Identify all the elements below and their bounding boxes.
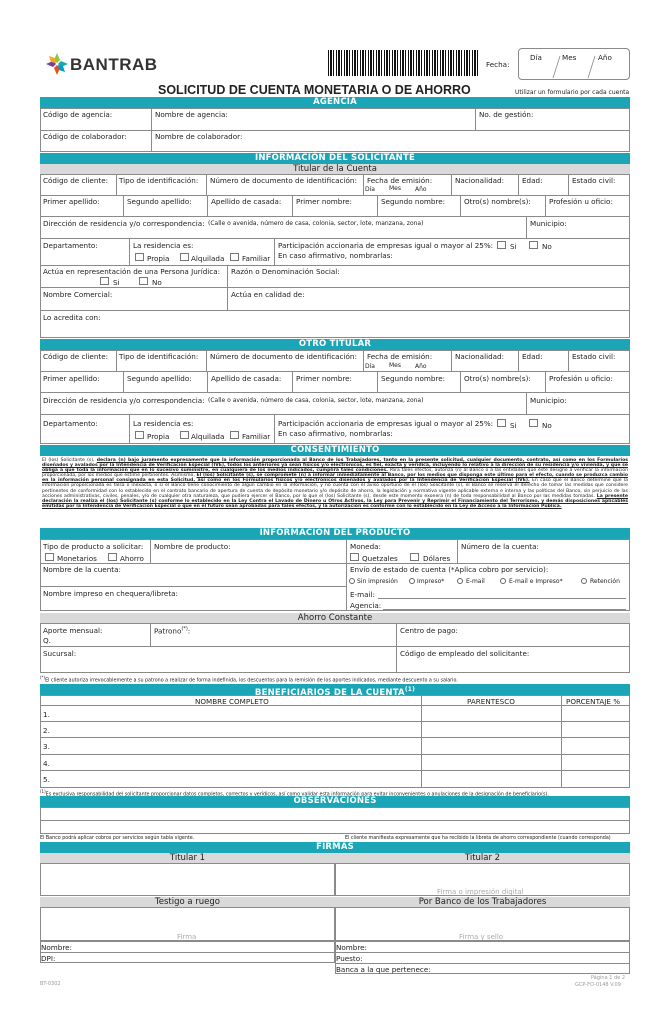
titular-2-header: Titular 2 <box>335 853 630 863</box>
ot-fecha-emision-mes: Mes <box>389 362 401 369</box>
firma-label: Firma <box>177 933 197 941</box>
profesion-field[interactable]: Profesión u oficio: <box>549 197 613 206</box>
form-note: Utilizar un formulario por cada cuenta <box>515 89 630 96</box>
dolares-label: Dólares <box>423 554 451 563</box>
impreso-radio[interactable] <box>409 578 415 584</box>
participacion-si-checkbox[interactable] <box>497 241 506 249</box>
ot-edad-field[interactable]: Edad: <box>522 352 543 361</box>
ot-departamento-field[interactable]: Departamento: <box>43 419 98 428</box>
nombre-comercial-field[interactable]: Nombre Comercial: <box>43 290 113 299</box>
envio-label: Envío de estado de cuenta (*Aplica cobro por servicio): <box>350 565 549 574</box>
testigo-nombre-field[interactable]: Nombre: <box>41 943 72 952</box>
caso-afirmativo-field[interactable]: En caso afirmativo, nombrarlas: <box>278 251 393 260</box>
section-agencia: AGENCIA <box>40 97 630 108</box>
titular-1-header: Titular 1 <box>40 853 335 863</box>
alquilada-checkbox[interactable] <box>180 253 189 261</box>
email-field[interactable]: E-mail: <box>350 590 375 599</box>
moneda-label: Moneda: <box>350 542 381 551</box>
testigo-dpi-field[interactable]: DPI: <box>41 954 56 963</box>
segundo-nombre-field[interactable]: Segundo nombre: <box>381 197 446 206</box>
retencion-radio[interactable] <box>581 578 587 584</box>
ot-propia-label: Propia <box>147 432 170 441</box>
fecha-dividers <box>518 48 630 80</box>
centro-pago-field[interactable]: Centro de pago: <box>400 626 458 635</box>
representacion-label: Actúa en representación de una Persona Jurídica: <box>43 267 221 276</box>
representacion-si-label: Si <box>113 278 120 287</box>
subsection-titular: Titular de la Cuenta <box>40 164 630 174</box>
agencia-envio-field[interactable]: Agencia: <box>350 601 382 610</box>
col-nombre-completo: NOMBRE COMPLETO <box>195 697 269 706</box>
familiar-label: Familiar <box>242 254 271 263</box>
banco-banca-field[interactable]: Banca a la que pertenece: <box>336 965 431 974</box>
direccion-hint: (Calle o avenida, número de casa, colonia, sector, lote, manzana, zona) <box>208 220 424 227</box>
ot-participacion-label: Participación accionaria de empresas igual o mayor al 25%: <box>278 419 494 428</box>
primer-apellido-field[interactable]: Primer apellido: <box>43 197 100 206</box>
codigo-empleado-field[interactable]: Código de empleado del solicitante: <box>400 649 530 658</box>
direccion-field[interactable]: Dirección de residencia y/o correspondencia: <box>43 219 205 228</box>
ot-alquilada-label: Alquilada <box>191 432 225 441</box>
fecha-mes: Mes <box>562 53 577 62</box>
subsection-ahorro-constante: Ahorro Constante <box>40 613 630 623</box>
tipo-producto-label: Tipo de producto a solicitar: <box>43 542 144 551</box>
codigo-agencia-field[interactable]: Código de agencia: <box>43 110 113 119</box>
footer-left-code: BT-0302 <box>40 981 61 987</box>
banco-puesto-field[interactable]: Puesto: <box>336 954 363 963</box>
familiar-checkbox[interactable] <box>230 253 239 261</box>
email-radio[interactable] <box>457 578 463 584</box>
ot-estado-civil-field[interactable]: Estado civil: <box>572 352 616 361</box>
fecha-emision-field[interactable]: Fecha de emisión: <box>367 176 433 185</box>
producto-footnote: (*)El cliente autoriza irrevocablemente a su patrono a realizar de forma indefinida, los descuentos para la remisión de los aportes indicados, mediante descuento a su salario. <box>40 675 458 684</box>
bantrab-logo <box>46 52 166 76</box>
impreso-label: Impreso* <box>417 578 445 585</box>
page-title: SOLICITUD DE CUENTA MONETARIA O DE AHORRO <box>158 83 471 97</box>
propia-label: Propia <box>147 254 170 263</box>
departamento-field[interactable]: Departamento: <box>43 241 98 250</box>
email-radio-label: E-mail <box>466 578 485 585</box>
calidad-field[interactable]: Actúa en calidad de: <box>231 290 305 299</box>
beneficiarios-table <box>40 695 630 788</box>
ot-familiar-checkbox[interactable] <box>230 431 239 439</box>
section-producto: INFORMACIÓN DEL PRODUCTO <box>40 528 630 539</box>
propia-checkbox[interactable] <box>135 253 144 261</box>
nombre-agencia-field[interactable]: Nombre de agencia: <box>155 110 228 119</box>
ot-alquilada-checkbox[interactable] <box>180 431 189 439</box>
section-solicitante: INFORMACIÓN DEL SOLICITANTE <box>40 153 630 164</box>
beneficiario-row[interactable]: 4. <box>43 759 50 768</box>
fecha-anio: Año <box>598 53 612 62</box>
ot-propia-checkbox[interactable] <box>135 431 144 439</box>
quetzales-label: Quetzales <box>362 554 398 563</box>
fecha-emision-anio: Año <box>415 186 427 193</box>
representacion-no-checkbox[interactable] <box>139 277 148 285</box>
fecha-emision-mes: Mes <box>389 185 401 192</box>
ahorro-label: Ahorro <box>120 554 144 563</box>
ot-direccion-hint: (Calle o avenida, número de casa, colonia, sector, lote, manzana, zona) <box>208 397 424 404</box>
bantrab-logo-mark-icon <box>46 53 68 75</box>
beneficiario-row[interactable]: 1. <box>43 710 50 719</box>
section-firmas: FIRMAS <box>40 842 630 853</box>
residencia-label: La residencia es: <box>133 241 194 250</box>
nacionalidad-field[interactable]: Nacionalidad: <box>455 176 505 185</box>
tipo-identificacion-field[interactable]: Tipo de identificación: <box>119 176 199 185</box>
section-beneficiarios: BENEFICIARIOS DE LA CUENTA$^{(1)}$ <box>40 684 630 695</box>
ot-profesion-field[interactable]: Profesión u oficio: <box>549 374 613 383</box>
col-porcentaje: PORCENTAJE % <box>566 697 621 706</box>
sin-impresion-radio[interactable] <box>349 578 355 584</box>
ot-participacion-si-label: Si <box>510 421 517 430</box>
no-gestion-field[interactable]: No. de gestión: <box>479 110 534 119</box>
banco-header: Por Banco de los Trabajadores <box>335 897 630 907</box>
nombre-cuenta-field[interactable]: Nombre de la cuenta: <box>43 565 121 574</box>
footer-form-code: GCP-FO-0148 V.09 <box>575 982 621 988</box>
col-parentesco: PARENTESCO <box>467 697 515 706</box>
brand-name: BANTRAB <box>70 55 158 74</box>
codigo-cliente-field[interactable]: Código de cliente: <box>43 176 109 185</box>
banco-nombre-field[interactable]: Nombre: <box>336 943 367 952</box>
acredita-field[interactable]: Lo acredita con: <box>43 313 101 322</box>
consentimiento-text: El (los) Solicitante (s), declara (n) bajo juramento expresamente que la información proporcionada al Banco de los Trabajadores, tanto en la presente solicitud, cualquier documento, contrato, así como en los Formularios diseñados y avalados por la Intendencia de Verificación Especial (IVE), todos los anteriores ya sean físicos y/o electrónicos, es fiel, exacta y verídica, incluyendo lo relativo a la dirección de su residencia y/o vivienda, y que se obliga a que toda la información que en lo sucesivo suministre, en cualquiera de los medios indicados, cumplirá tales condiciones. Para tales efectos, autoriza (n) al Banco o a las entidades que éste designe a verificar la información proporcionada, por los medios que estime pertinentes. Asimismo, El (los) Solicitante (s), se compromete (n) a informar inmediatamente al Banco, por los medios que disponga este último para el efecto, cuando se produzca cambio en la información personal consignada en esta Solicitud, así como en los Formularios físicos y/o electrónicos diseñados y avalados por la Intendencia de Verificación Especial (IVE). En caso que el Banco determine que la información proporcionada es falsa o inexacta, o si el Banco tiene conocimiento de algún cambio en la información, y no cuenta con el aviso oportuno de el (los) Solicitante (s), el Banco se reserva el derecho de tomar las medidas que considere pertinentes de conformidad con lo establecido en el contrato bancario de apertura de cuenta de depósito monetario y/o depósito de ahorro, la legislación y normativa vigente aplicable externa e interna y las políticas del Banco, sin perjuicio de las acciones administrativas, civiles, penales, y/o de cualquier otra naturaleza, que pudiera ejercer el Banco, por lo que el (los) Solicitante (s), desde este momento exonera (n) de toda responsabilidad al Banco por las medidas tomadas. La presente declaración la realiza el (los) Solicitante (s) conforme lo establecido en la Ley Contra el Lavado de Dinero u Otros Activos, la Ley para Prevenir y Reprimir el Financiamiento del Terrorismo, y demás disposiciones aplicables emitidas por la Intendencia de Verificación Especial o que en el futuro sean aprobadas para tales efectos, y la autorización es conforme con lo establecido en la Ley de Acceso a la Información Pública. <box>42 458 628 509</box>
patrono-field[interactable]: Patrono(*): <box>154 626 191 636</box>
email-impreso-label: E-mail e Impreso* <box>509 578 563 585</box>
ot-residencia-label: La residencia es: <box>133 419 194 428</box>
barcode <box>328 50 480 76</box>
beneficiario-row[interactable]: 5. <box>43 775 50 784</box>
ot-numero-documento-field[interactable]: Número de documento de identificación: <box>210 352 357 361</box>
section-observaciones: OBSERVACIONES <box>40 796 630 807</box>
ot-direccion-field[interactable]: Dirección de residencia y/o correspondencia: <box>43 396 205 405</box>
edad-field[interactable]: Edad: <box>522 176 543 185</box>
nombre-producto-field[interactable]: Nombre de producto: <box>154 542 231 551</box>
sucursal-field[interactable]: Sucursal: <box>43 649 77 658</box>
testigo-header: Testigo a ruego <box>40 897 335 907</box>
numero-cuenta-field[interactable]: Número de la cuenta: <box>461 542 539 551</box>
beneficiarios-footnote: (1) <box>40 789 46 794</box>
razon-social-field[interactable]: Razón o Denominación Social: <box>231 267 340 276</box>
participacion-no-checkbox[interactable] <box>529 241 538 249</box>
footer-page: Página 1 de 2 <box>591 975 626 981</box>
ot-fecha-emision-field[interactable]: Fecha de emisión: <box>367 352 433 361</box>
firma-sello-label: Firma y sello <box>459 933 504 941</box>
ot-primer-nombre-field[interactable]: Primer nombre: <box>296 374 352 383</box>
estado-civil-field[interactable]: Estado civil: <box>572 176 616 185</box>
ot-participacion-no-label: No <box>542 421 552 430</box>
nombre-impreso-field[interactable]: Nombre impreso en chequera/libreta: <box>43 589 178 598</box>
ot-municipio-field[interactable]: Municipio: <box>530 396 567 405</box>
titular-1-signature[interactable] <box>40 863 335 896</box>
ot-tipo-identificacion-field[interactable]: Tipo de identificación: <box>119 352 199 361</box>
quetzales-checkbox[interactable] <box>350 553 359 561</box>
monetarios-label: Monetarios <box>57 554 97 563</box>
ahorro-constante-block <box>40 623 630 673</box>
participacion-label: Participación accionaria de empresas igual o mayor al 25%: <box>278 241 494 250</box>
primer-nombre-field[interactable]: Primer nombre: <box>296 197 352 206</box>
retencion-label: Retención <box>590 578 620 585</box>
ot-fecha-emision-anio: Año <box>415 363 427 370</box>
ot-segundo-apellido-field[interactable]: Segundo apellido: <box>127 374 192 383</box>
otros-nombres-field[interactable]: Otro(s) nombre(s): <box>464 197 531 206</box>
ot-participacion-si-checkbox[interactable] <box>497 419 506 427</box>
participacion-no-label: No <box>542 242 552 251</box>
ot-fecha-emision-dia: Día <box>365 363 375 370</box>
ot-nacionalidad-field[interactable]: Nacionalidad: <box>455 352 505 361</box>
fecha-dia: Día <box>530 53 542 62</box>
sin-impresion-label: Sin impresión <box>357 578 398 585</box>
ot-primer-apellido-field[interactable]: Primer apellido: <box>43 374 100 383</box>
municipio-field[interactable]: Municipio: <box>530 219 567 228</box>
participacion-si-label: Si <box>510 242 517 251</box>
section-consentimiento: CONSENTIMIENTO <box>40 445 630 456</box>
nombre-colaborador-field[interactable]: Nombre de colaborador: <box>155 132 243 141</box>
numero-documento-field[interactable]: Número de documento de identificación: <box>210 176 357 185</box>
alquilada-label: Alquilada <box>191 254 225 263</box>
representacion-no-label: No <box>152 278 162 287</box>
firma-impresion-label: Firma o impresión digital <box>437 888 524 896</box>
beneficiario-row[interactable]: 2. <box>43 726 50 735</box>
ot-codigo-cliente-field[interactable]: Código de cliente: <box>43 352 109 361</box>
cobros-note: El Banco podrá aplicar cobros por servicios según tabla vigente. <box>40 836 195 841</box>
representacion-si-checkbox[interactable] <box>100 277 109 285</box>
ot-otros-nombres-field[interactable]: Otro(s) nombre(s): <box>464 374 531 383</box>
ahorro-checkbox[interactable] <box>108 553 117 561</box>
fecha-emision-dia: Día <box>365 186 375 193</box>
section-otro-titular: OTRO TITULAR <box>40 339 630 350</box>
apellido-casada-field[interactable]: Apellido de casada: <box>211 197 282 206</box>
ot-segundo-nombre-field[interactable]: Segundo nombre: <box>381 374 446 383</box>
libreta-note: El cliente manifiesta expresamente que ha recibido la libreta de ahorro correspondiente (cuando corresponda) <box>345 836 611 841</box>
ot-caso-afirmativo-field[interactable]: En caso afirmativo, nombrarlas: <box>278 429 393 438</box>
aporte-mensual-label: Aporte mensual: <box>43 626 103 635</box>
fecha-label: Fecha: <box>486 60 510 69</box>
ot-familiar-label: Familiar <box>242 432 271 441</box>
monetarios-checkbox[interactable] <box>45 553 54 561</box>
email-impreso-radio[interactable] <box>500 578 506 584</box>
aporte-q-field[interactable]: Q. <box>43 636 51 645</box>
dolares-checkbox[interactable] <box>410 553 419 561</box>
beneficiario-row[interactable]: 3. <box>43 742 50 751</box>
codigo-colaborador-field[interactable]: Código de colaborador: <box>43 132 127 141</box>
ot-participacion-no-checkbox[interactable] <box>529 419 538 427</box>
segundo-apellido-field[interactable]: Segundo apellido: <box>127 197 192 206</box>
ot-apellido-casada-field[interactable]: Apellido de casada: <box>211 374 282 383</box>
